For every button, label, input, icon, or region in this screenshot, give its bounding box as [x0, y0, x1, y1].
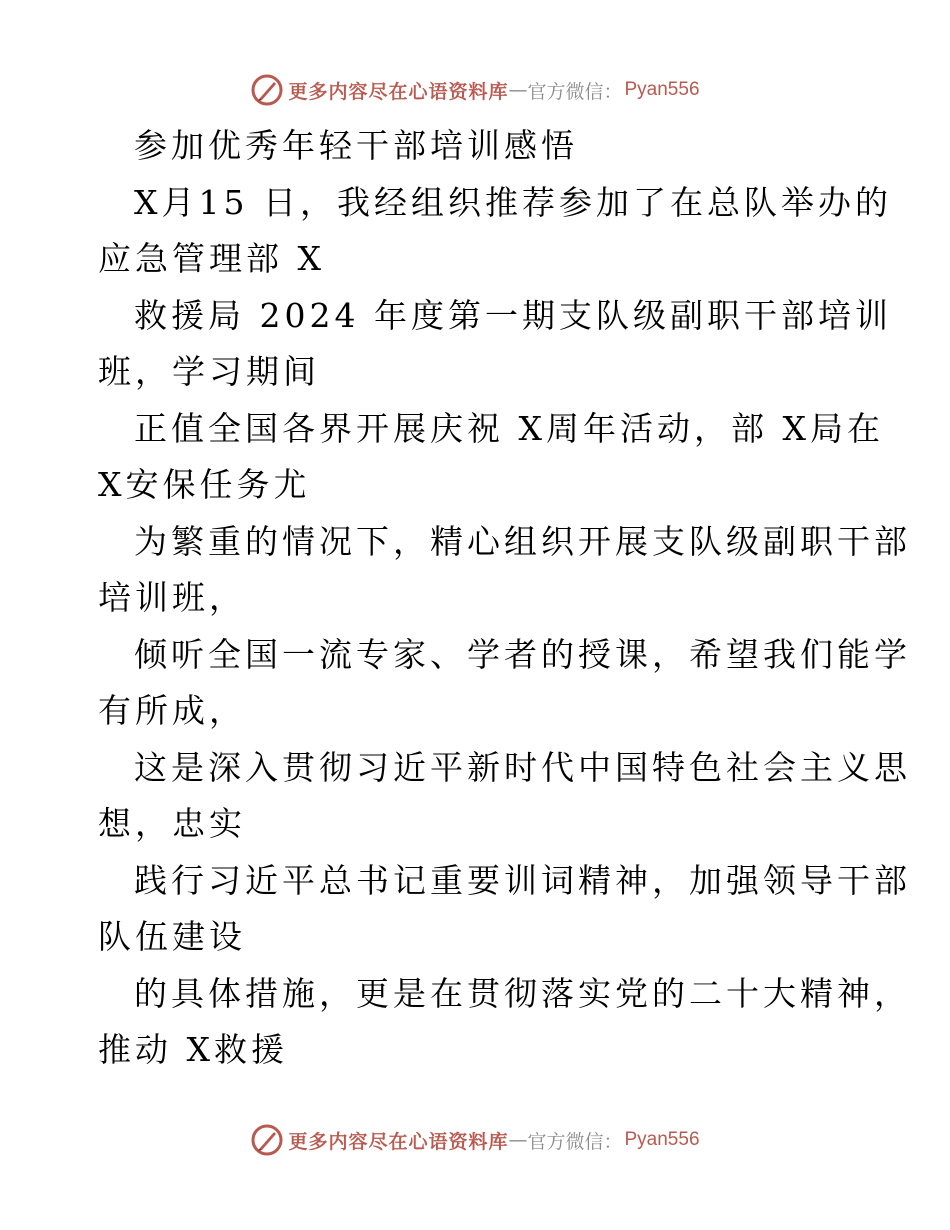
banner-sub-text: 官方微信： — [527, 80, 623, 103]
text-line: 班，学习期间 — [98, 352, 320, 391]
banner-dash: — — [508, 1129, 528, 1151]
banner-sub-text: 官方微信： — [527, 1130, 623, 1153]
banner-handle: Pyan556 — [624, 79, 700, 100]
text-line: 这是深入贯彻习近平新时代中国特色社会主义思 — [134, 747, 911, 787]
text-line: 救援局 2024 年度第一期支队级副职干部培训 — [134, 295, 892, 335]
banner-main-text: 更多内容尽在心语资料库 — [288, 80, 509, 103]
text-line: X月15 日，我经组织推荐参加了在总队举办的 — [134, 182, 892, 222]
text-line: 正值全国各界开展庆祝 X周年活动，部 X局在 — [134, 408, 884, 448]
quill-pen-logo-icon — [250, 73, 284, 107]
text-line: 培训班， — [98, 578, 246, 617]
banner-main-text: 更多内容尽在心语资料库 — [288, 1130, 509, 1153]
document-title: 参加优秀年轻干部培训感悟 — [134, 126, 578, 165]
text-line: X安保任务尤 — [98, 465, 311, 504]
text-line: 应急管理部 X — [98, 239, 325, 278]
text-line: 的具体措施，更是在贯彻落实党的二十大精神， — [134, 973, 911, 1013]
text-line: 倾听全国一流专家、学者的授课，希望我们能学 — [134, 634, 911, 674]
text-line: 队伍建设 — [98, 917, 246, 956]
banner-dash: — — [508, 79, 528, 101]
text-line: 想，忠实 — [98, 804, 246, 843]
quill-pen-logo-icon — [250, 1123, 284, 1157]
banner-handle: Pyan556 — [624, 1129, 700, 1150]
text-line: 有所成， — [98, 691, 246, 730]
text-line: 为繁重的情况下，精心组织开展支队级副职干部 — [134, 521, 911, 561]
footer-watermark-banner — [0, 1122, 950, 1158]
document-body — [98, 118, 911, 1079]
text-line: 践行习近平总书记重要训词精神，加强领导干部 — [134, 860, 911, 900]
header-watermark-banner — [0, 72, 950, 108]
text-line: 推动 X救援 — [98, 1030, 288, 1069]
